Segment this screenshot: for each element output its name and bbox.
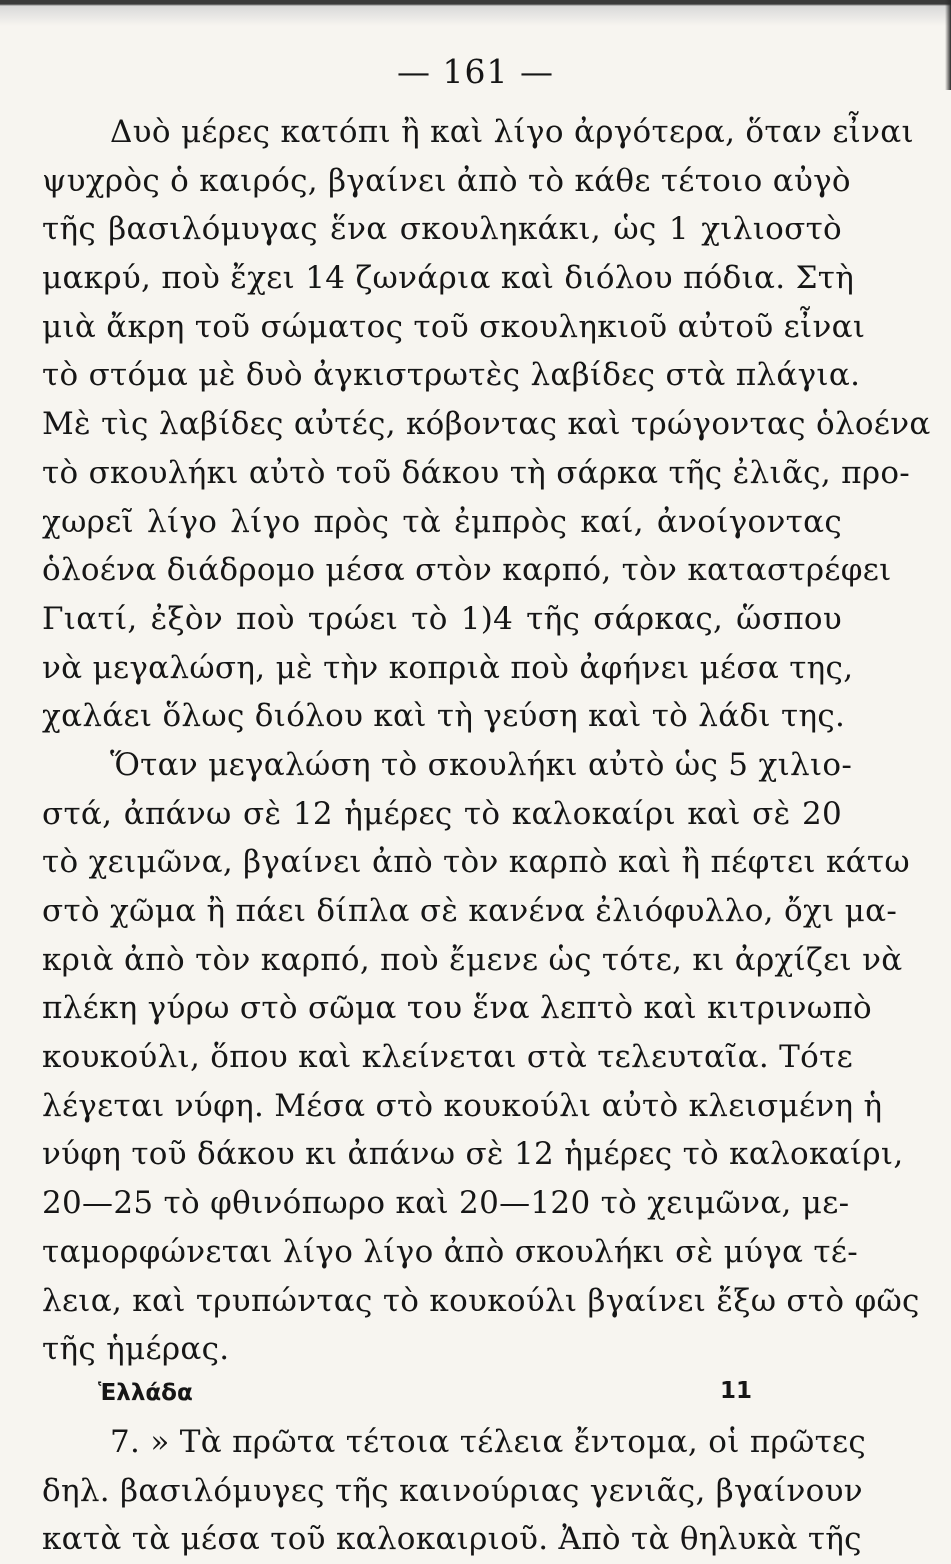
text-line: δηλ. βασιλόμυγες τῆς καινούριας γενιᾶς, βγαίνουν [42, 1472, 863, 1509]
text-line: τὸ στόμα μὲ δυὸ ἀγκιστρωτὲς λαβίδες στὰ πλάγια. [42, 357, 861, 394]
body-text [42, 108, 931, 1564]
text-line: μιὰ ἄκρη τοῦ σώματος τοῦ σκουληκιοῦ αὐτοῦ εἶναι [42, 308, 866, 345]
text-line: πλέκη γύρω στὸ σῶμα του ἕνα λεπτὸ καὶ κιτρινωπὸ [42, 990, 872, 1027]
text-line: 20—25 τὸ φθινόπωρο καὶ 20—120 τὸ χειμῶνα, με- [42, 1185, 850, 1222]
paragraph [42, 1418, 867, 1564]
text-line: χαλάει ὅλως διόλου καὶ τὴ γεύση καὶ τὸ λάδι της. [42, 698, 846, 735]
text-line: τῆς βασιλόμυγας ἕνα σκουληκάκι, ὡς 1 χιλιοστὸ [42, 211, 842, 248]
text-line: νύφη τοῦ δάκου κι ἀπάνω σὲ 12 ἡμέρες τὸ καλοκαίρι, [42, 1136, 904, 1173]
text-line: ταμορφώνεται λίγο λίγο ἀπὸ σκουλήκι σὲ μύγα τέ- [42, 1233, 859, 1270]
text-line: ψυχρὸς ὁ καιρός, βγαίνει ἀπὸ τὸ κάθε τέτοιο αὐγὸ [42, 162, 851, 199]
text-line: μακρύ, ποὺ ἔχει 14 ζωνάρια καὶ διόλου πόδια. Στὴ [42, 260, 855, 297]
page-number: — 161 — [397, 52, 554, 91]
text-line: λεια, καὶ τρυπώντας τὸ κουκούλι βγαίνει ἔξω στὸ φῶς [42, 1282, 920, 1319]
text-line: κριὰ ἀπὸ τὸν καρπό, ποὺ ἔμενε ὡς τότε, κι ἀρχίζει νὰ [42, 941, 903, 978]
text-line: στά, ἀπάνω σὲ 12 ἡμέρες τὸ καλοκαίρι καὶ σὲ 20 [42, 795, 842, 832]
text-line: κουκούλι, ὅπου καὶ κλείνεται στὰ τελευταῖα. Τότε [42, 1039, 853, 1076]
paragraph [42, 741, 920, 1374]
text-line: Δυὸ μέρες κατόπι ἢ καὶ λίγο ἀργότερα, ὅταν εἶναι [110, 114, 914, 150]
text-line: τῆς ἡμέρας. [42, 1331, 230, 1368]
signature-number: 11 [720, 1378, 753, 1404]
text-line: κατὰ τὰ μέσα τοῦ καλοκαιριοῦ. Ἀπὸ τὰ θηλυκὰ τῆς [42, 1521, 862, 1558]
paragraph [42, 108, 931, 741]
text-line: λέγεται νύφη. Μέσα στὸ κουκούλι αὐτὸ κλεισμένη ἡ [42, 1087, 883, 1124]
text-line: στὸ χῶμα ἢ πάει δίπλα σὲ κανένα ἐλιόφυλλο, ὄχι μα- [42, 893, 898, 929]
text-line: Γιατί, ἐξὸν ποὺ τρώει τὸ 1)4 τῆς σάρκας, ὥσπου [42, 600, 842, 637]
text-line: 7. » Τὰ πρῶτα τέτοια τέλεια ἔντομα, οἱ πρῶτες [110, 1423, 867, 1460]
text-line: τὸ χειμῶνα, βγαίνει ἀπὸ τὸν καρπὸ καὶ ἢ πέφτει κάτω [42, 844, 910, 881]
text-line: τὸ σκουλήκι αὐτὸ τοῦ δάκου τὴ σάρκα τῆς ἐλιᾶς, προ- [42, 454, 911, 491]
text-line: ὁλοένα διάδρομο μέσα στὸν καρπό, τὸν καταστρέφει [42, 552, 892, 589]
signature-mark: Ἑλλάδα [98, 1380, 193, 1406]
text-line: Μὲ τὶς λαβίδες αὐτές, κόβοντας καὶ τρώγοντας ὁλοένα [42, 406, 931, 443]
text-line: χωρεῖ λίγο λίγο πρὸς τὰ ἐμπρὸς καί, ἀνοίγοντας [42, 503, 842, 540]
text-line: νὰ μεγαλώση, μὲ τὴν κοπριὰ ποὺ ἀφήνει μέσα της, [42, 649, 854, 686]
scan-edge-shadow [0, 0, 951, 26]
text-line: Ὅταν μεγαλώση τὸ σκουλήκι αὐτὸ ὡς 5 χιλιο- [110, 746, 853, 783]
